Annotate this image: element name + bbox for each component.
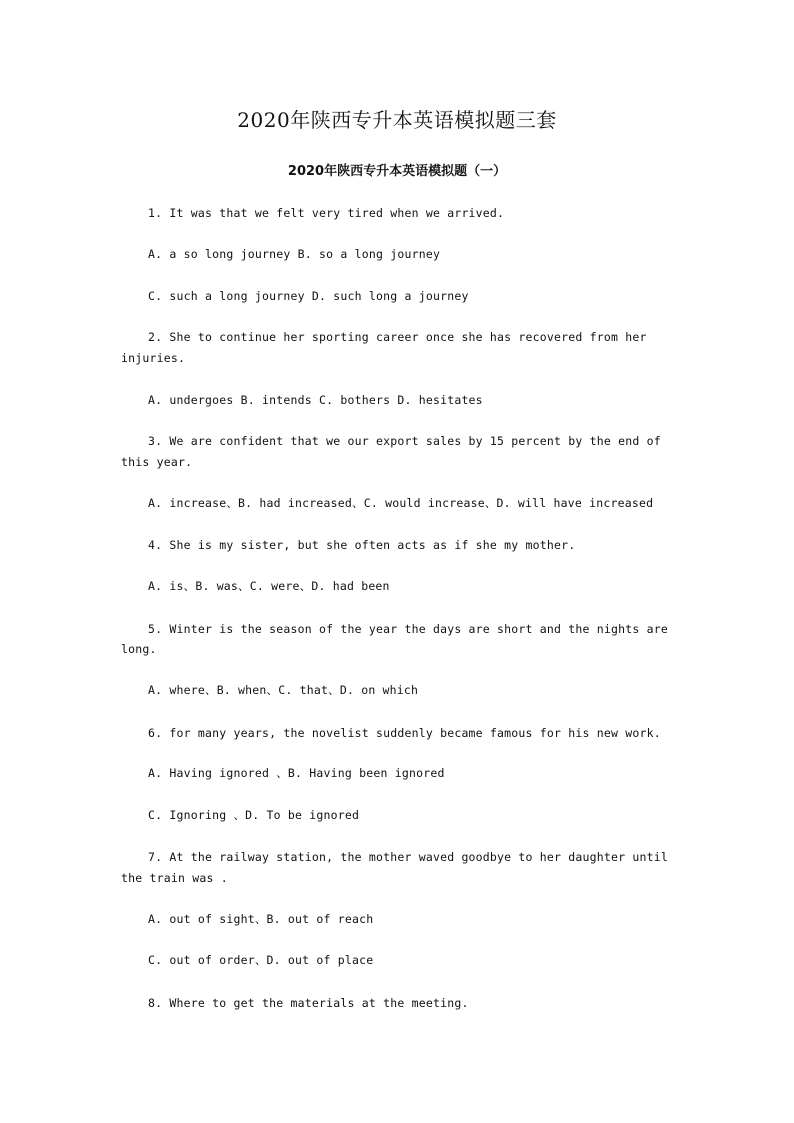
question-6-stem: 6. for many years, the novelist suddenly became famous for his new work. — [148, 726, 661, 740]
question-1-stem: 1. It was that we felt very tired when we arrived. — [148, 206, 505, 220]
question-7-stem-line-2: the train was . — [121, 871, 228, 885]
question-5-options: A. where、B. when、C. that、D. on which — [148, 683, 419, 697]
question-4-options: A. is、B. was、C. were、D. had been — [148, 579, 390, 593]
question-6-options-ab: A. Having ignored 、B. Having been ignored — [148, 766, 445, 780]
question-1-options-ab: A. a so long journey B. so a long journey — [148, 247, 441, 261]
question-1-options-cd: C. such a long journey D. such long a journey — [148, 289, 469, 303]
question-3-options: A. increase、B. had increased、C. would increase、D. will have increased — [148, 496, 654, 510]
question-7-options-ab: A. out of sight、B. out of reach — [148, 912, 374, 926]
question-5-stem-line-2: long. — [121, 642, 157, 656]
section-title: 2020年陕西专升本英语模拟题（一） — [287, 164, 507, 179]
question-2-options: A. undergoes B. intends C. bothers D. hesitates — [148, 393, 483, 407]
question-2-stem-line-1: 2. She to continue her sporting career once she has recovered from her — [148, 330, 647, 344]
document-title: 2020年陕西专升本英语模拟题三套 — [237, 108, 557, 132]
question-8-stem: 8. Where to get the materials at the meeting. — [148, 996, 469, 1010]
question-2-stem-line-2: injuries. — [121, 351, 186, 365]
question-7-options-cd: C. out of order、D. out of place — [148, 953, 374, 967]
question-6-options-cd: C. Ignoring 、D. To be ignored — [148, 808, 360, 822]
question-4-stem: 4. She is my sister, but she often acts as if she my mother. — [148, 538, 576, 552]
question-7-stem-line-1: 7. At the railway station, the mother waved goodbye to her daughter until — [148, 850, 669, 864]
question-5-stem-line-1: 5. Winter is the season of the year the days are short and the nights are — [148, 622, 669, 636]
question-3-stem-line-2: this year. — [121, 455, 193, 469]
question-3-stem-line-1: 3. We are confident that we our export sales by 15 percent by the end of — [148, 434, 661, 448]
